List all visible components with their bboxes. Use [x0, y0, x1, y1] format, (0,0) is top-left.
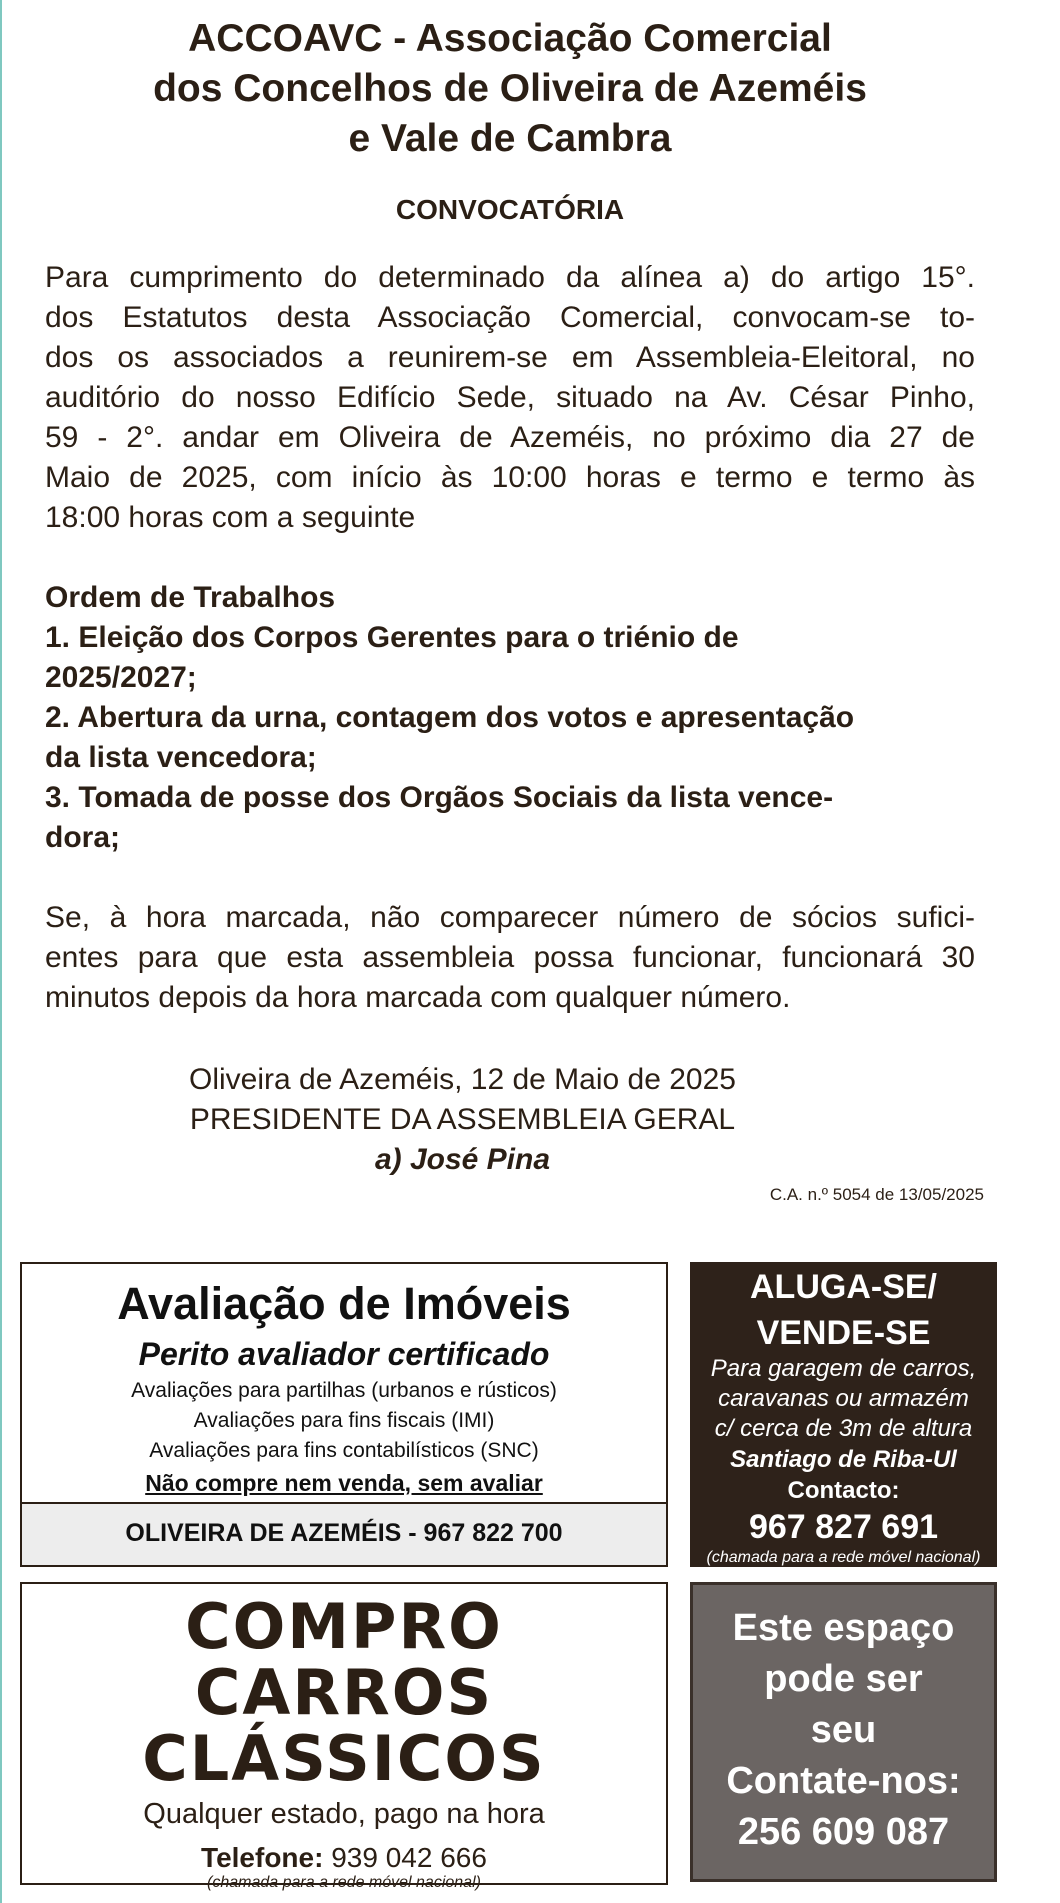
- ad-rent-headline: ALUGA-SE/: [750, 1268, 937, 1306]
- reference-code: C.A. n.º 5054 de 13/05/2025: [769, 1185, 984, 1204]
- ad-rent-desc: caravanas ou armazém: [718, 1385, 969, 1412]
- ad-rent-sell: [690, 1262, 997, 1567]
- title-line: e Vale de Cambra: [348, 117, 672, 160]
- ad-cars-phone: 939 042 666: [331, 1842, 487, 1873]
- closing-paragraph: [45, 898, 975, 1018]
- agenda-line: 1. Eleição dos Corpos Gerentes para o triénio de: [45, 621, 739, 654]
- ad-eval-subtitle: Perito avaliador certificado: [138, 1336, 550, 1372]
- body-line: 59 - 2°. andar em Oliveira de Azeméis, no próximo dia 27 de: [45, 421, 975, 454]
- ad-eval-line: Avaliações para fins contabilísticos (SNC): [149, 1439, 539, 1462]
- ad-eval-line: Avaliações para partilhas (urbanos e rústicos): [131, 1379, 557, 1402]
- ad-rent-desc: c/ cerca de 3m de altura: [714, 1415, 973, 1442]
- convocation-notice: [45, 14, 975, 1180]
- ad-cars-headline: COMPRO: [185, 1590, 503, 1663]
- agenda-line: da lista vencedora;: [45, 741, 317, 774]
- closing-line: minutos depois da hora marcada com qualquer número.: [45, 981, 791, 1014]
- notice-body: [45, 258, 975, 538]
- title-line: ACCOAVC - Associação Comercial: [188, 17, 832, 60]
- ad-rent-note: (chamada para a rede móvel nacional): [706, 1549, 981, 1566]
- signature-block: [0, 1060, 925, 1180]
- ad-space-phone: 256 609 087: [737, 1811, 950, 1853]
- left-border-line: [0, 0, 2, 1903]
- ad-cars-sub: Qualquer estado, pago na hora: [143, 1798, 545, 1830]
- signatory-name: a) José Pina: [374, 1143, 551, 1176]
- agenda-line: 2. Abertura da urna, contagem dos votos e apresentação: [45, 701, 855, 734]
- ad-eval-title: Avaliação de Imóveis: [117, 1278, 571, 1329]
- ad-rent-location: Santiago de Riba-Ul: [730, 1446, 957, 1473]
- ad-space-line: seu: [810, 1709, 877, 1751]
- ad-cars-telephone: [22, 1842, 666, 1874]
- agenda: [45, 578, 975, 858]
- signatory-role: PRESIDENTE DA ASSEMBLEIA GERAL: [189, 1103, 736, 1136]
- ad-cars-phone-label: Telefone:: [201, 1842, 324, 1873]
- body-line: auditório do nosso Edifício Sede, situado na Av. César Pinho,: [45, 381, 975, 414]
- agenda-line: 3. Tomada de posse dos Orgãos Sociais da lista vence-: [45, 781, 834, 814]
- body-line: 18:00 horas com a seguinte: [45, 501, 416, 534]
- body-line: Maio de 2025, com início às 10:00 horas e termo e termo às: [45, 461, 975, 494]
- body-line: Para cumprimento do determinado da alínea a) do artigo 15°.: [45, 261, 975, 294]
- ad-eval-footer: OLIVEIRA DE AZEMÉIS - 967 822 700: [22, 1502, 666, 1565]
- ad-space-line: Este espaço: [732, 1607, 955, 1649]
- agenda-heading: Ordem de Trabalhos: [45, 581, 336, 614]
- place-date: Oliveira de Azeméis, 12 de Maio de 2025: [189, 1063, 736, 1096]
- closing-line: Se, à hora marcada, não comparecer número de sócios sufici-: [45, 901, 975, 934]
- ad-rent-contact-label: Contacto:: [787, 1477, 900, 1504]
- ad-space-available: [690, 1582, 997, 1882]
- body-line: dos os associados a reunirem-se em Assembleia-Eleitoral, no: [45, 341, 975, 374]
- ad-rent-headline: VENDE-SE: [756, 1314, 931, 1352]
- ad-eval-line: Avaliações para fins fiscais (IMI): [193, 1409, 495, 1432]
- ad-property-evaluation: [20, 1262, 668, 1567]
- ad-cars-note: (chamada para a rede móvel nacional): [207, 1874, 481, 1891]
- notice-heading: CONVOCATÓRIA: [395, 194, 625, 225]
- agenda-line: dora;: [45, 821, 120, 854]
- ad-cars-headline: CARROS: [194, 1656, 494, 1729]
- ad-rent-desc: Para garagem de carros,: [710, 1355, 977, 1382]
- ad-cars-headline: CLÁSSICOS: [142, 1722, 546, 1795]
- ad-rent-phone: 967 827 691: [748, 1508, 939, 1546]
- ad-space-line: pode ser: [764, 1658, 923, 1700]
- ad-classic-cars: [20, 1582, 668, 1891]
- agenda-line: 2025/2027;: [45, 661, 197, 694]
- organization-title: [0, 14, 1020, 164]
- closing-line: entes para que esta assembleia possa funcionar, funcionará 30: [45, 941, 975, 974]
- ad-space-line: Contate-nos:: [726, 1760, 961, 1802]
- ad-eval-cta: Não compre nem venda, sem avaliar: [145, 1470, 543, 1496]
- body-line: dos Estatutos desta Associação Comercial, convocam-se to-: [45, 301, 975, 334]
- title-line: dos Concelhos de Oliveira de Azeméis: [153, 67, 867, 110]
